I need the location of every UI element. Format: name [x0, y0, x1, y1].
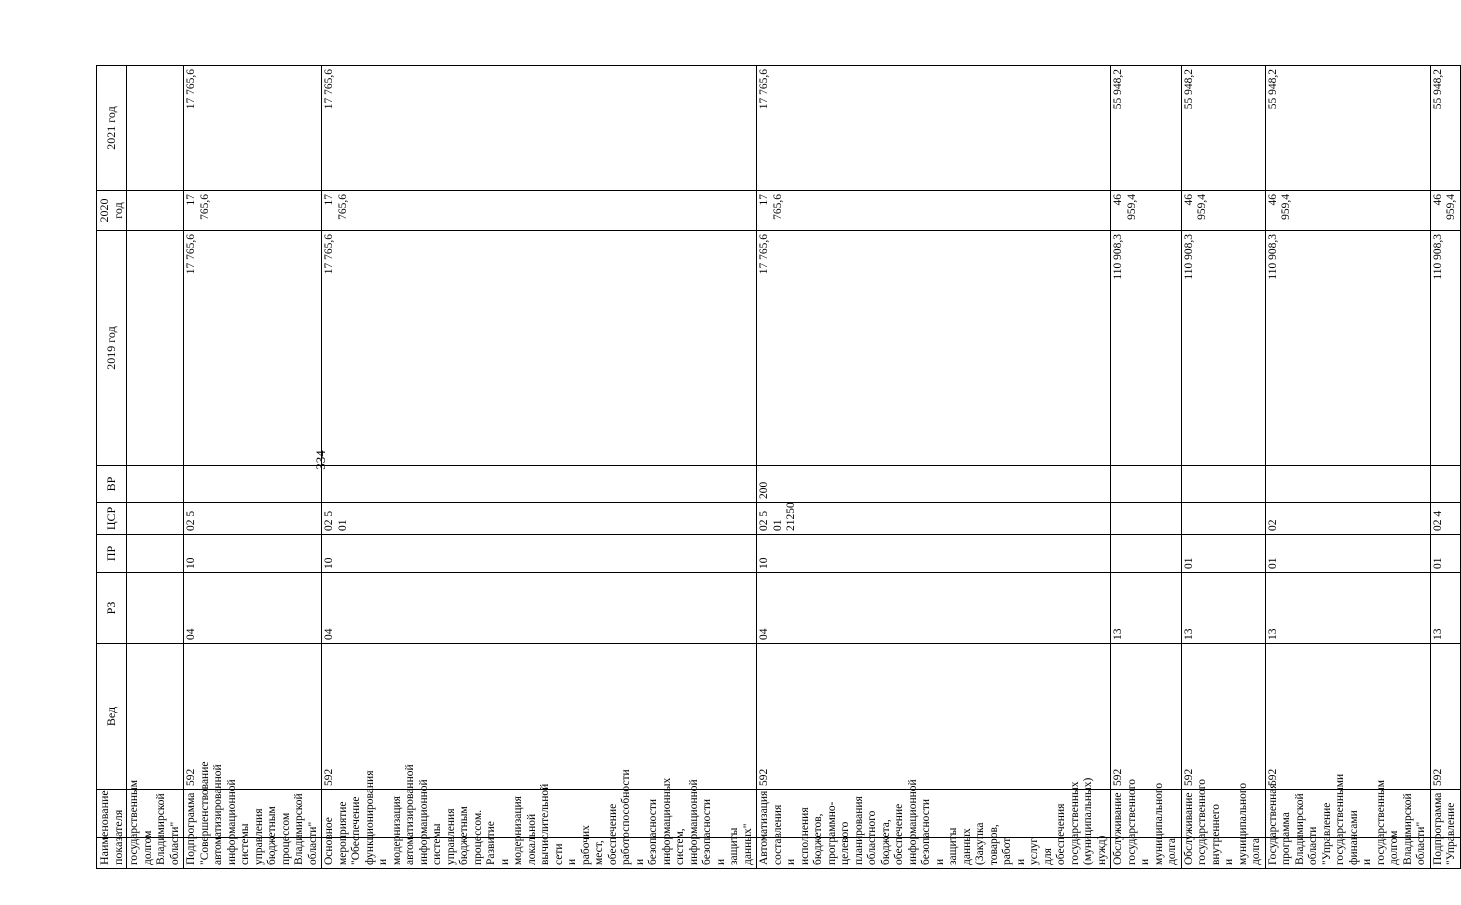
cell-pr: 01	[1181, 535, 1265, 573]
cell-name: Автоматизация составления и исполнения бюджетов, программно-целевого планирования областного бюджета, обеспечение информационной безопасности и защиты данных (Закупка товаров, работ и услуг для обеспечения государственных (муниципальных) нужд)	[757, 838, 1111, 869]
table-row	[757, 66, 1111, 869]
cell-2019: 17 765,6	[322, 231, 757, 466]
header-row	[97, 66, 127, 869]
cell-name: Подпрограмма "Управление	[1430, 838, 1460, 869]
cell-pr: 10	[757, 535, 1111, 573]
cell-2021	[127, 66, 184, 191]
table-row	[184, 66, 322, 869]
cell-2020: 46 959,4	[1181, 191, 1265, 231]
table-row	[1430, 66, 1460, 869]
cell-2021: 55 948,2	[1430, 66, 1460, 191]
cell-rz: 13	[1265, 573, 1430, 644]
header-2020: 2020 год	[97, 191, 127, 231]
cell-2020	[127, 191, 184, 231]
table-row	[1265, 66, 1430, 869]
cell-name: Обслуживание государственного и муниципального долга	[1111, 838, 1182, 869]
cell-csr: 02 5 01 21250	[757, 503, 1111, 535]
cell-csr: 02 5 01	[322, 503, 757, 535]
header-vr: ВР	[97, 466, 127, 503]
cell-2019: 110 908,3	[1111, 231, 1182, 466]
cell-2021: 55 948,2	[1111, 66, 1182, 191]
header-name: Наименование показателя	[97, 838, 127, 869]
table-row	[127, 66, 184, 869]
table-row	[1181, 66, 1265, 869]
cell-2021: 17 765,6	[184, 66, 322, 191]
cell-vr	[1265, 466, 1430, 503]
cell-csr	[1181, 503, 1265, 535]
header-csr: ЦСР	[97, 503, 127, 535]
cell-name: Основное мероприятие "Обеспечение функционирования и модернизация автоматизированной информационной системы управления бюджетным процессом. Развитие и модернизация локальной вычислительной сети и рабочих мест, обеспечение работоспособности и безопасности информационных систем, информационной безопасности и защиты данных"	[322, 838, 757, 869]
cell-rz: 13	[1430, 573, 1460, 644]
cell-csr: 02 5	[184, 503, 322, 535]
cell-csr	[127, 503, 184, 535]
cell-name: Обслуживание государственного внутреннего и муниципального долга	[1181, 838, 1265, 869]
cell-csr	[1111, 503, 1182, 535]
cell-ved: 592	[757, 644, 1111, 790]
budget-table	[96, 65, 1461, 869]
cell-2021: 17 765,6	[322, 66, 757, 191]
cell-csr: 02 4	[1430, 503, 1460, 535]
cell-pr: 01	[1265, 535, 1430, 573]
cell-name: государственным долгом Владимирской области"	[127, 838, 184, 869]
cell-2020: 17 765,6	[757, 191, 1111, 231]
cell-vr	[1111, 466, 1182, 503]
cell-2021: 55 948,2	[1265, 66, 1430, 191]
cell-pr: 10	[322, 535, 757, 573]
cell-2020: 46 959,4	[1111, 191, 1182, 231]
table-row	[322, 66, 757, 869]
cell-ved: 592	[1181, 644, 1265, 790]
cell-2019: 110 908,3	[1430, 231, 1460, 466]
cell-vr	[127, 466, 184, 503]
cell-vr	[1430, 466, 1460, 503]
header-pr: ПР	[97, 535, 127, 573]
page-number: 334	[313, 450, 328, 470]
cell-ved: 592	[1111, 644, 1182, 790]
cell-2020: 46 959,4	[1430, 191, 1460, 231]
cell-2019: 110 908,3	[1265, 231, 1430, 466]
cell-vr: 200	[757, 466, 1111, 503]
header-2021: 2021 год	[97, 66, 127, 191]
cell-2020: 17 765,6	[184, 191, 322, 231]
header-rz: РЗ	[97, 573, 127, 644]
cell-rz	[127, 573, 184, 644]
cell-rz: 04	[757, 573, 1111, 644]
table-row	[1111, 66, 1182, 869]
cell-rz: 13	[1111, 573, 1182, 644]
cell-rz: 04	[322, 573, 757, 644]
cell-pr: 01	[1430, 535, 1460, 573]
cell-csr: 02	[1265, 503, 1430, 535]
cell-ved: 592	[322, 644, 757, 790]
cell-ved: 592	[184, 644, 322, 790]
cell-2020: 46 959,4	[1265, 191, 1430, 231]
header-2019: 2019 год	[97, 231, 127, 466]
cell-ved: 592	[1430, 644, 1460, 790]
cell-rz: 04	[184, 573, 322, 644]
cell-ved: 592	[1265, 644, 1430, 790]
cell-pr	[127, 535, 184, 573]
header-ved: Вед	[97, 644, 127, 790]
cell-2020: 17 765,6	[322, 191, 757, 231]
cell-2019	[127, 231, 184, 466]
cell-2019: 110 908,3	[1181, 231, 1265, 466]
cell-name: Подпрограмма "Совершенствование автоматизированной информационной системы управления бюджетным процессом Владимирской области"	[184, 838, 322, 869]
cell-ved	[127, 644, 184, 790]
cell-vr	[322, 466, 757, 503]
budget-table-rotated	[96, 66, 1457, 869]
cell-vr	[1181, 466, 1265, 503]
cell-pr	[1111, 535, 1182, 573]
cell-pr: 10	[184, 535, 322, 573]
cell-rz: 13	[1181, 573, 1265, 644]
cell-2019: 17 765,6	[757, 231, 1111, 466]
cell-vr	[184, 466, 322, 503]
cell-name: Государственная программа Владимирской области "Управление государственными финансами и государственным долгом Владимирской области"	[1265, 838, 1430, 869]
cell-2021: 17 765,6	[757, 66, 1111, 191]
cell-2019: 17 765,6	[184, 231, 322, 466]
cell-2021: 55 948,2	[1181, 66, 1265, 191]
